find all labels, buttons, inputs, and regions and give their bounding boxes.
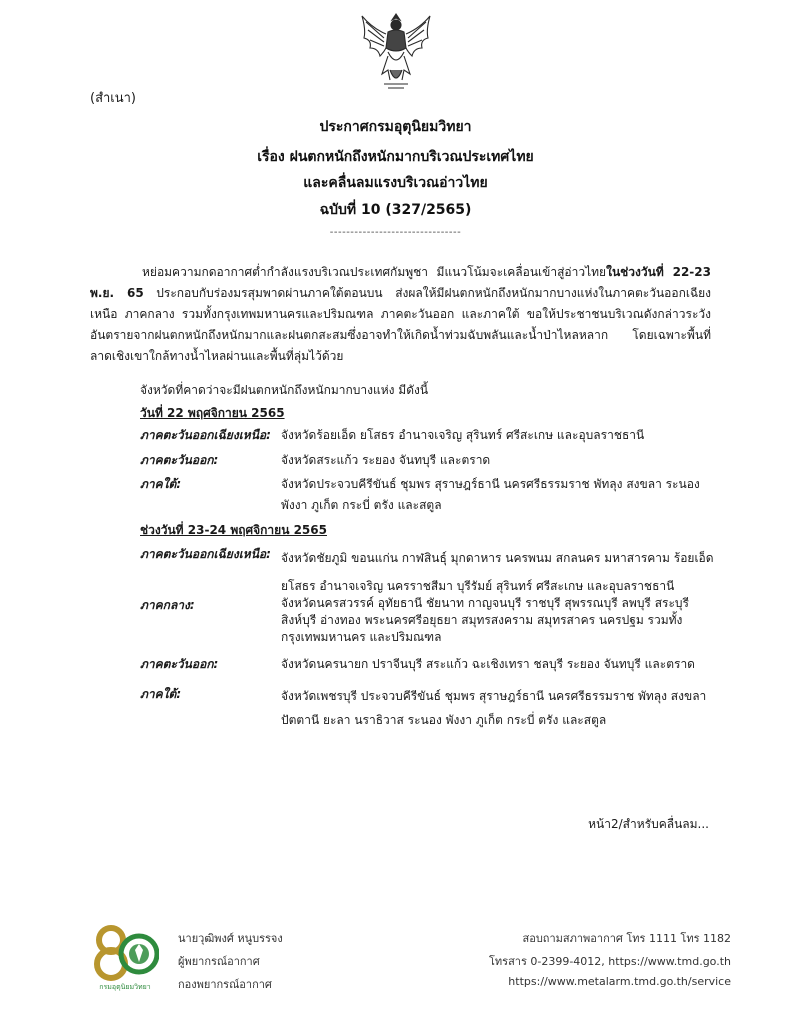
- day1-row-east: [140, 450, 715, 472]
- day1-row-south: [140, 474, 715, 518]
- region-provinces: จังหวัดนครสวรรค์ อุทัยธานี ชัยนาท กาญจนบุรี ราชบุรี สุพรรณบุรี ลพบุรี สระบุรี สิงห์บุรี อ่างทอง พระนครศรีอยุธยา สมุทรสงคราม สมุทรสาคร นครปฐม รวมทั้งกรุงเทพมหานคร และปริมณฑล: [281, 596, 689, 644]
- para-text-after: ประกอบกับร่องมรสุมพาดผ่านภาคใต้ตอนบน ส่งผลให้มีฝนตกหนักถึงหนักมากบางแห่งในภาคตะวันออกเฉียงเหนือ ภาคกลาง รวมทั้งกรุงเทพมหานครและปริมณฑล ภาคตะวันออก และภาคใต้ ขอให้ประชาชนบริเวณดังกล่าวระวังอันตรายจากฝนตกหนักถึงหนักมากและฝนตกสะสมซึ่งอาจทำให้เกิดน้ำท่วมฉับพลันและน้ำป่าไหลหลาก โดยเฉพาะพื้นที่ลาดเชิงเขาใกล้ทางน้ำไหลผ่านและพื้นที่ลุ่มไว้ด้วย: [90, 286, 712, 363]
- region-label: ภาคตะวันออกเฉียงเหนือ:: [140, 547, 271, 561]
- region-label: ภาคกลาง:: [140, 598, 195, 612]
- logo-label: กรมอุตุนิยมวิทยา: [99, 983, 151, 991]
- contact-fax[interactable]: โทรสาร 0-2399-4012, https://www.tmd.go.th: [489, 955, 731, 968]
- day2-row-east: [140, 654, 715, 676]
- region-label: ภาคใต้:: [140, 687, 182, 701]
- garuda-emblem-icon: [358, 8, 434, 92]
- subject-line-2: และคลื่นลมแรงบริเวณอ่าวไทย: [303, 175, 488, 191]
- signer-division: กองพยากรณ์อากาศ: [178, 978, 272, 991]
- contact-url-link[interactable]: https://www.metalarm.tmd.go.th/service: [508, 975, 731, 988]
- region-label: ภาคตะวันออก:: [140, 453, 219, 467]
- region-label: ภาคใต้:: [140, 477, 182, 491]
- region-label: ภาคตะวันออก:: [140, 657, 219, 671]
- signer-position: ผู้พยากรณ์อากาศ: [178, 955, 260, 968]
- province-intro: จังหวัดที่คาดว่าจะมีฝนตกหนักถึงหนักมากบางแห่ง มีดังนี้: [140, 383, 429, 397]
- subject-line-1: เรื่อง ฝนตกหนักถึงหนักมากบริเวณประเทศไทย: [257, 149, 534, 165]
- region-label: ภาคตะวันออกเฉียงเหนือ:: [140, 428, 271, 442]
- signer-name: นายวุฒิพงศ์ หนูบรรจง: [178, 932, 283, 945]
- divider: --------------------------------: [329, 227, 462, 238]
- announcement-title: ประกาศกรมอุตุนิยมวิทยา: [319, 119, 472, 135]
- day1-heading: วันที่ 22 พฤศจิกายน 2565: [140, 406, 285, 420]
- body-paragraph: [90, 262, 711, 367]
- next-page-note: หน้า2/สำหรับคลื่นลม...: [588, 817, 709, 831]
- day2-heading: ช่วงวันที่ 23-24 พฤศจิกายน 2565: [140, 523, 327, 537]
- para-text-bold: ในช่วงวันที่ 22-23 พ.ย. 65: [90, 265, 711, 300]
- contact-phone: สอบถามสภาพอากาศ โทร 1111 โทร 1182: [522, 932, 731, 945]
- issue-number: ฉบับที่ 10 (327/2565): [319, 202, 472, 218]
- region-provinces: จังหวัดร้อยเอ็ด ยโสธร อำนาจเจริญ สุรินทร์ ศรีสะเกษ และอุบลราชธานี: [281, 428, 645, 442]
- region-provinces: จังหวัดประจวบคีรีขันธ์ ชุมพร สุราษฎร์ธานี นครศรีธรรมราช พัทลุง สงขลา ระนอง พังงา ภูเก็ต กระบี่ ตรัง และสตูล: [281, 477, 700, 512]
- region-provinces: จังหวัดชัยภูมิ ขอนแก่น กาฬสินธุ์ มุกดาหาร นครพนม สกลนคร มหาสารคาม ร้อยเอ็ด ยโสธร อำนาจเจริญ นครราชสีมา บุรีรัมย์ สุรินทร์ ศรีสะเกษ และอุบลราชธานี: [281, 551, 714, 593]
- day1-row-northeast: [140, 425, 715, 447]
- day2-row-northeast: [140, 544, 715, 593]
- region-provinces: จังหวัดสระแก้ว ระยอง จันทบุรี และตราด: [281, 453, 491, 467]
- para-text-before: หย่อมความกดอากาศต่ำกำลังแรงบริเวณประเทศกัมพูชา มีแนวโน้มจะเคลื่อนเข้าสู่อ่าวไทย: [142, 265, 607, 279]
- region-provinces: จังหวัดนครนายก ปราจีนบุรี สระแก้ว ฉะเชิงเทรา ชลบุรี ระยอง จันทบุรี และตราด: [281, 657, 695, 671]
- region-provinces: จังหวัดเพชรบุรี ประจวบคีรีขันธ์ ชุมพร สุราษฎร์ธานี นครศรีธรรมราช พัทลุง สงขลา ปัตตานี ยะลา นราธิวาส ระนอง พังงา ภูเก็ต กระบี่ ตรัง และสตูล: [281, 689, 707, 727]
- day2-row-south: [140, 684, 715, 728]
- tmd-80th-anniversary-logo: [91, 922, 159, 992]
- day2-row-central: [140, 595, 715, 657]
- copy-mark: (สำเนา): [90, 91, 137, 106]
